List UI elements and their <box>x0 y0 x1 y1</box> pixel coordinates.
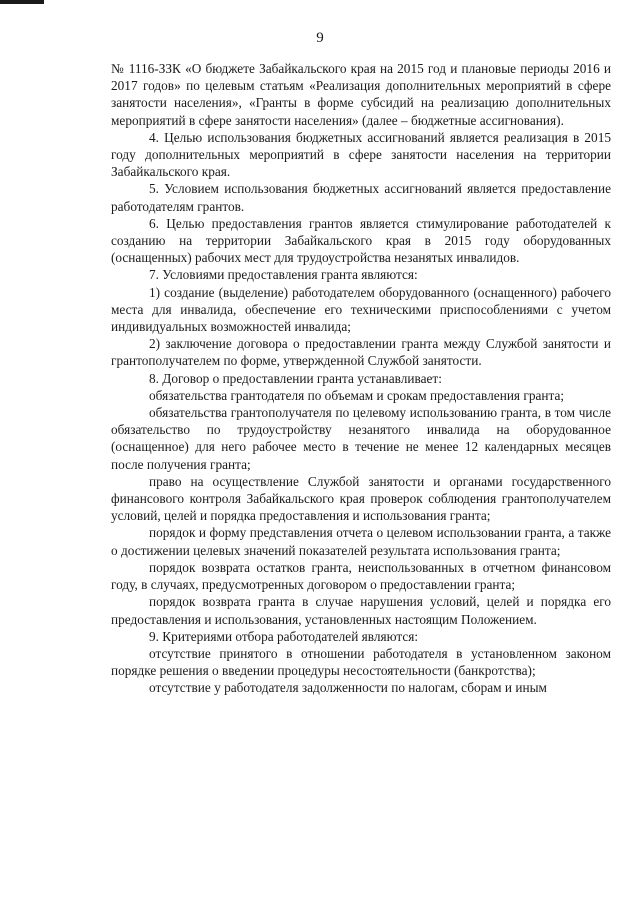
paragraph-item-5: 5. Условием использования бюджетных ассигнований является предоставление работодателям грантов. <box>111 181 611 214</box>
paragraph-item-8-inspection-right: право на осуществление Службой занятости и органами государственного финансового контроля Забайкальского края проверок соблюдения грантополучателем условий, целей и порядка предоставления и использования гранта; <box>111 473 611 524</box>
paragraph-item-8-grant-return: порядок возврата гранта в случае нарушения условий, целей и порядка его предоставления и использования, установленных настоящим Положением. <box>111 594 611 627</box>
document-body <box>111 60 611 697</box>
paragraph-item-4: 4. Целью использования бюджетных ассигнований является реализация в 2015 году дополнительных мероприятий в сфере занятости населения на территории Забайкальского края. <box>111 129 611 180</box>
paragraph-item-8-report: порядок и форму представления отчета о целевом использовании гранта, а также о достижении целевых значений показателей результата использования гранта; <box>111 525 611 558</box>
paragraph-item-8: 8. Договор о предоставлении гранта устанавливает: <box>149 370 442 386</box>
paragraph-item-9: 9. Критериями отбора работодателей являются: <box>149 628 419 644</box>
paragraph-item-7-2: 2) заключение договора о предоставлении гранта между Службой занятости и грантополучателем по форме, утвержденной Службой занятости. <box>111 336 611 369</box>
corner-scan-mark <box>0 0 44 4</box>
paragraph-item-9-no-bankruptcy: отсутствие принятого в отношении работодателя в установленном законом порядке решения о введении процедуры несостоятельности (банкротства); <box>111 645 611 679</box>
paragraph-item-6: 6. Целью предоставления грантов является стимулирование работодателей к созданию на территории Забайкальского края в 2015 году оборудованных (оснащенных) рабочих мест для трудоустройства незанятых инвалидов. <box>111 215 611 266</box>
paragraph-item-7-1: 1) создание (выделение) работодателем оборудованного (оснащенного) рабочего места для инвалида, обеспечение его техническими приспособлениями с учетом индивидуальных возможностей инвалида; <box>111 284 611 335</box>
page-number: 9 <box>316 30 324 46</box>
paragraph-item-9-no-debt: отсутствие у работодателя задолженности по налогам, сборам и иным <box>149 680 547 696</box>
paragraph-item-7: 7. Условиями предоставления гранта являются: <box>149 267 418 283</box>
paragraph-budget-law: № 1116-ЗЗК «О бюджете Забайкальского края на 2015 год и плановые периоды 2016 и 2017 годов» по целевым статьям «Реализация дополнительных мероприятий в сфере занятости населения», «Гранты в форме субсидий на реализацию дополнительных мероприятий в сфере занятости населения» (далее – бюджетные ассигнования). <box>111 61 611 128</box>
paragraph-item-8-remainder-return: порядок возврата остатков гранта, неиспользованных в отчетном финансовом году, в случаях, предусмотренных договором о предоставлении гранта; <box>111 559 611 593</box>
paragraph-item-8-grantor-obligations: обязательства грантодателя по объемам и срокам предоставления гранта; <box>149 387 565 403</box>
paragraph-item-8-grantee-obligations: обязательства грантополучателя по целевому использованию гранта, в том числе обязательство по трудоустройству незанятого инвалида на оборудованное (оснащенное) для него рабочее место в течение не менее 12 календарных месяцев после получения гранта; <box>111 405 611 472</box>
